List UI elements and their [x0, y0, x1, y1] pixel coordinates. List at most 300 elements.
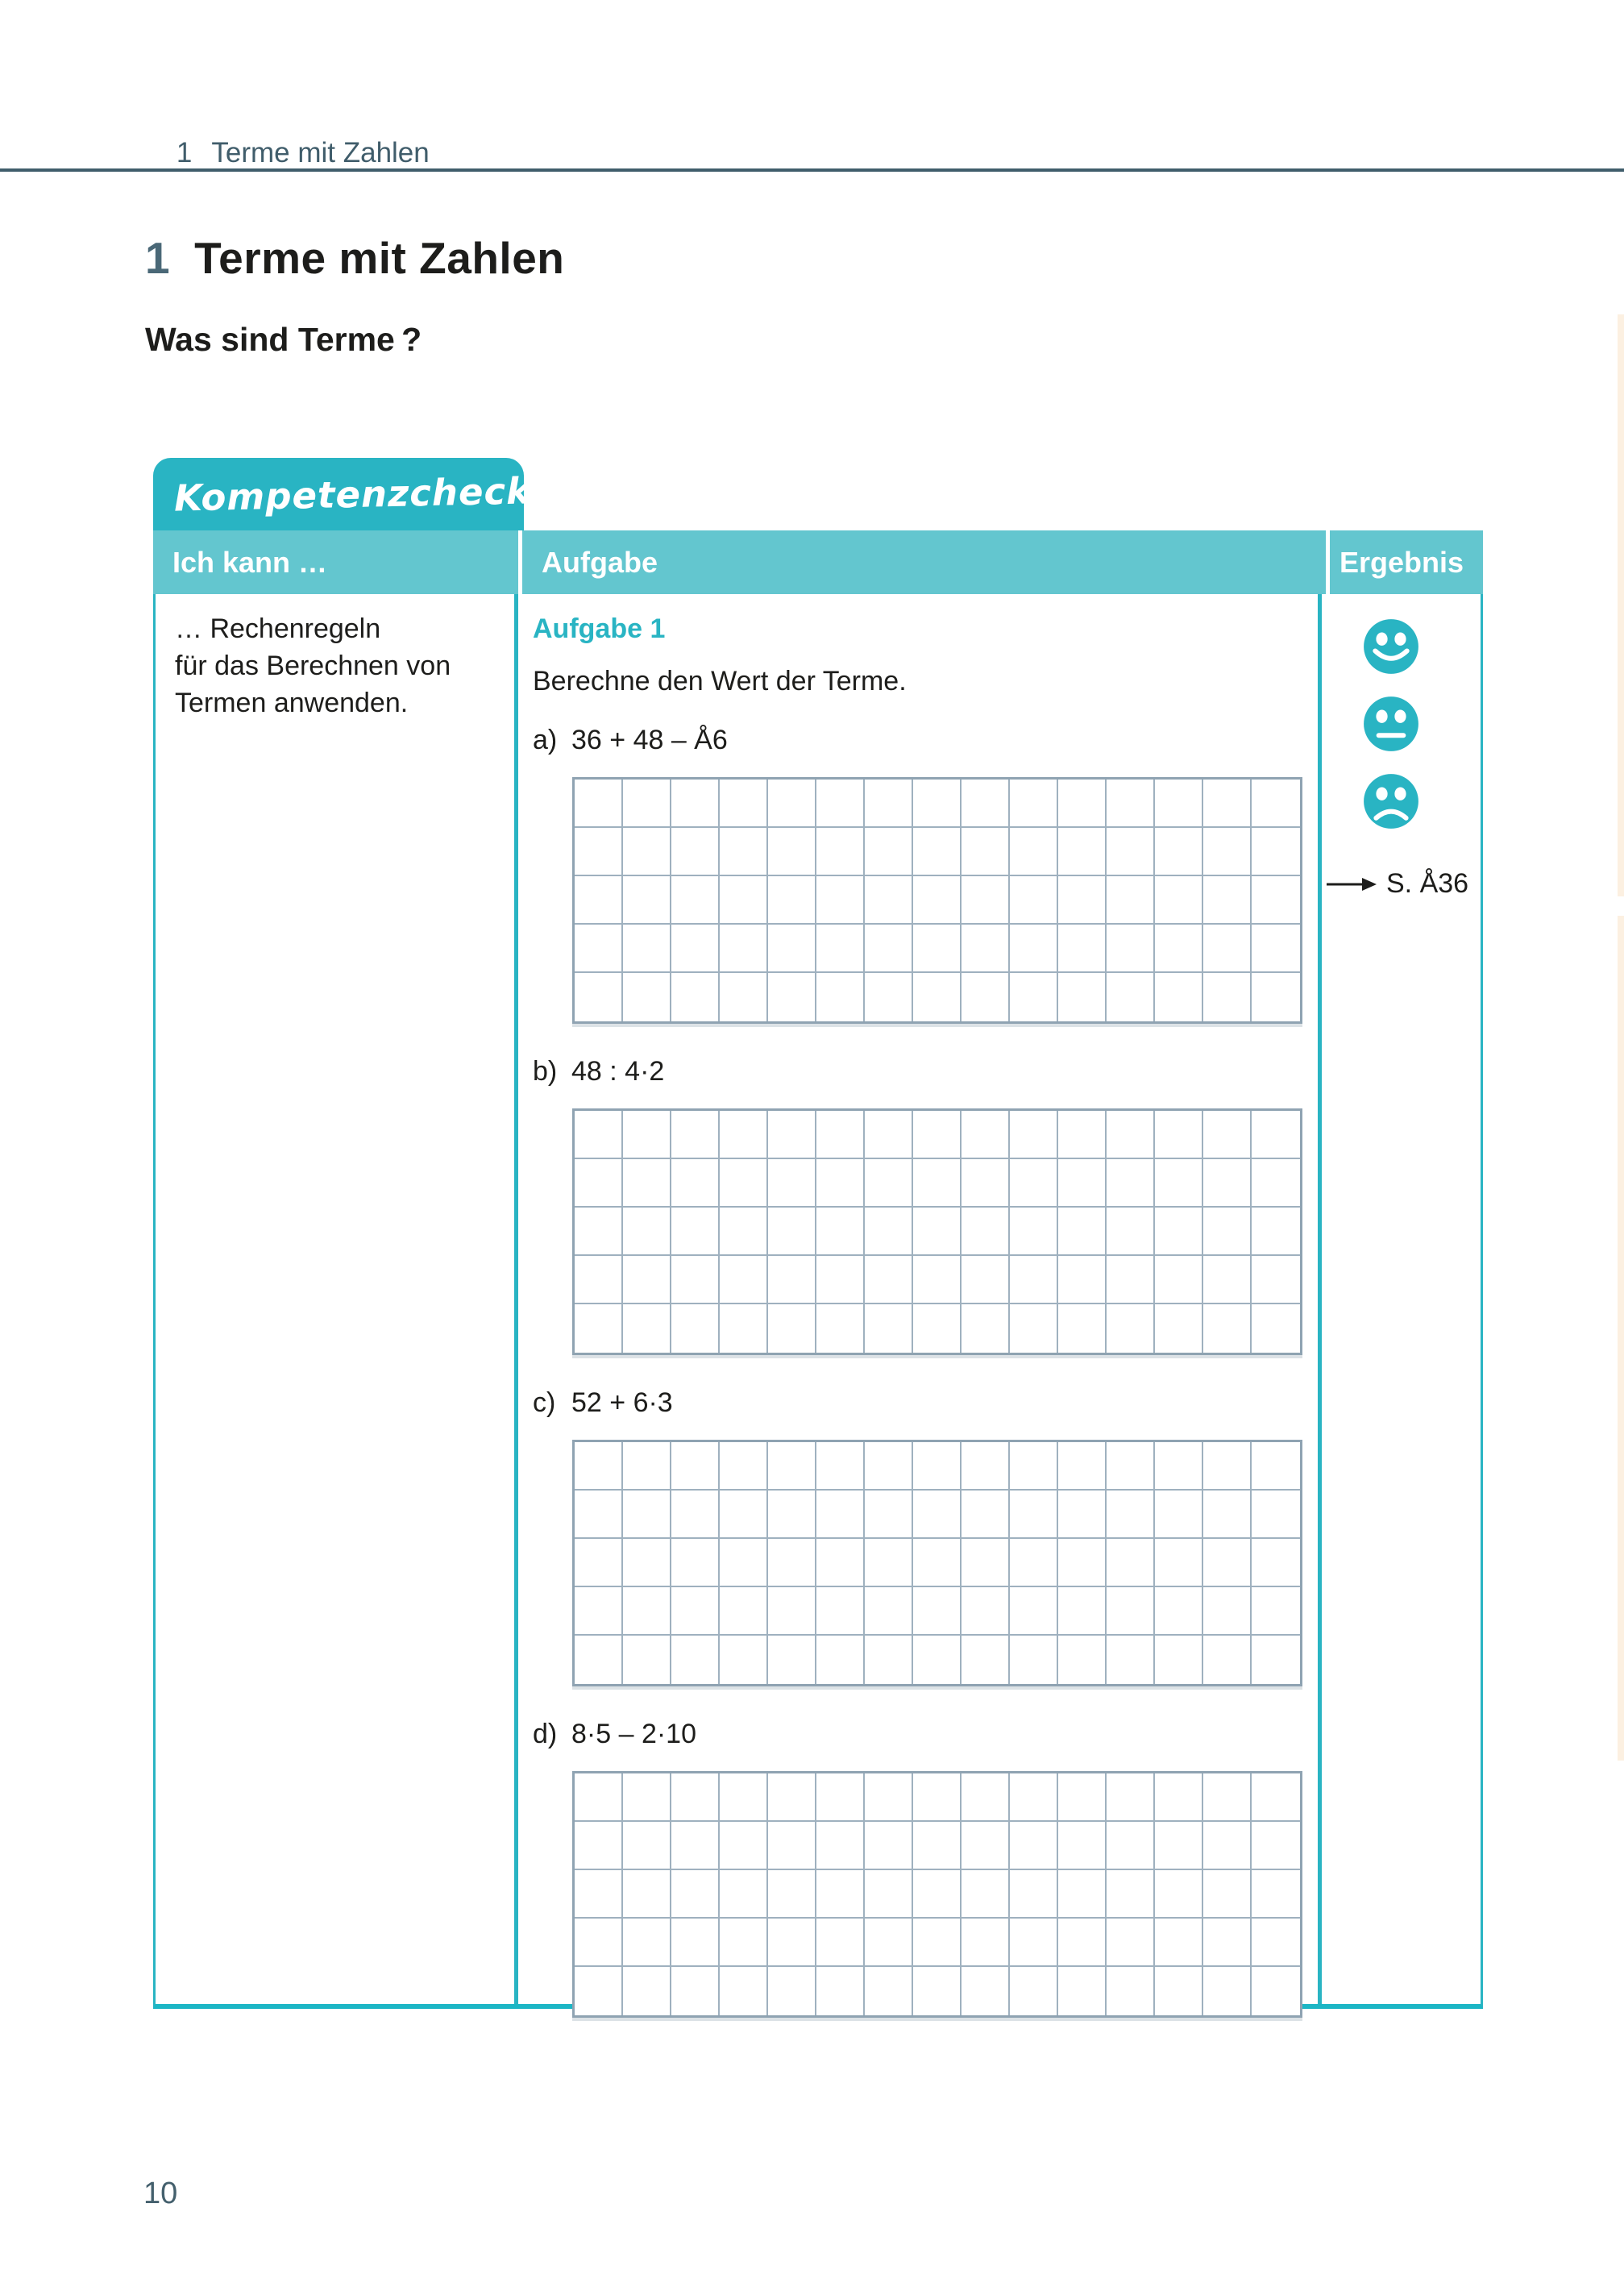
grid-cell [816, 1111, 865, 1159]
grid-cell [913, 1111, 962, 1159]
grid-cell [1252, 1442, 1300, 1491]
grid-cell [1058, 876, 1107, 925]
column-header-aufgabe: Aufgabe [522, 530, 1326, 594]
answer-grid-a[interactable] [572, 777, 1302, 1024]
grid-cell [865, 1870, 913, 1919]
grid-cell [575, 1256, 623, 1304]
grid-cell [962, 876, 1010, 925]
grid-cell [913, 1636, 962, 1684]
grid-cell [1155, 1822, 1203, 1870]
task-expression [533, 1719, 1318, 1750]
grid-cell [865, 973, 913, 1021]
grid-cell [720, 1967, 768, 2015]
grid-cell [1058, 1304, 1107, 1353]
grid-cell [575, 1491, 623, 1539]
kompetenzcheck-tab [153, 458, 532, 530]
smiley-happy-icon[interactable] [1363, 618, 1419, 675]
grid-cell [1252, 876, 1300, 925]
grid-cell [575, 876, 623, 925]
grid-cell [1203, 1773, 1252, 1822]
grid-cell [623, 973, 671, 1021]
grid-cell [913, 1870, 962, 1919]
grid-cell [1058, 1773, 1107, 1822]
grid-cell [1058, 1636, 1107, 1684]
grid-cell [1203, 828, 1252, 876]
grid-cell [720, 1636, 768, 1684]
grid-cell [1107, 1111, 1155, 1159]
grid-cell [671, 780, 720, 828]
grid-cell [816, 1636, 865, 1684]
grid-cell [1203, 925, 1252, 973]
grid-cell [1107, 1822, 1155, 1870]
grid-cell [865, 1159, 913, 1208]
grid-cell [816, 1256, 865, 1304]
solution-reference [1322, 868, 1468, 900]
grid-cell [1203, 1822, 1252, 1870]
grid-cell [671, 1919, 720, 1967]
grid-cell [816, 1208, 865, 1256]
task-item-label: c) [533, 1387, 556, 1418]
running-header-chapter-number: 1 [176, 137, 193, 168]
grid-cell [1155, 1967, 1203, 2015]
task-instruction: Berechne den Wert der Terme. [533, 666, 907, 696]
grid-cell [1203, 1919, 1252, 1967]
grid-cell [623, 1304, 671, 1353]
grid-cell [768, 780, 816, 828]
grid-cell [913, 1539, 962, 1587]
task-item-expression: 36 + 48 – Å6 [571, 725, 728, 755]
grid-cell [913, 1822, 962, 1870]
grid-cell [913, 1773, 962, 1822]
grid-cell [1252, 1208, 1300, 1256]
grid-cell [1252, 1587, 1300, 1636]
grid-cell [865, 1919, 913, 1967]
grid-cell [720, 1208, 768, 1256]
grid-cell [623, 1256, 671, 1304]
grid-cell [865, 925, 913, 973]
grid-cell [865, 1256, 913, 1304]
grid-cell [1107, 1636, 1155, 1684]
grid-cell [671, 1822, 720, 1870]
grid-cell [575, 925, 623, 973]
grid-cell [816, 973, 865, 1021]
task-expression [533, 1056, 1318, 1087]
task-item-expression: 8·5 – 2·10 [571, 1719, 696, 1749]
task-item-c [533, 1387, 1318, 1686]
task-heading: Aufgabe 1 [533, 613, 666, 644]
grid-cell [1203, 1442, 1252, 1491]
solution-reference-text: S. Å36 [1386, 868, 1469, 899]
grid-cell [575, 1111, 623, 1159]
grid-cell [1252, 1636, 1300, 1684]
grid-cell [671, 1539, 720, 1587]
grid-cell [575, 973, 623, 1021]
grid-cell [1155, 1636, 1203, 1684]
grid-cell [962, 1919, 1010, 1967]
grid-cell [623, 1870, 671, 1919]
grid-cell [575, 1636, 623, 1684]
grid-cell [768, 925, 816, 973]
grid-cell [1058, 1870, 1107, 1919]
grid-cell [1252, 1967, 1300, 2015]
grid-cell [575, 1773, 623, 1822]
grid-cell [816, 1159, 865, 1208]
grid-cell [1107, 1539, 1155, 1587]
grid-cell [1155, 1111, 1203, 1159]
grid-cell [1155, 1159, 1203, 1208]
grid-cell [1155, 1539, 1203, 1587]
grid-cell [768, 876, 816, 925]
grid-cell [623, 1159, 671, 1208]
grid-cell [720, 1539, 768, 1587]
grid-cell [865, 1304, 913, 1353]
grid-cell [623, 1111, 671, 1159]
grid-cell [816, 1967, 865, 2015]
grid-cell [1203, 1539, 1252, 1587]
grid-cell [1203, 1208, 1252, 1256]
page-number: 10 [143, 2177, 178, 2210]
grid-cell [575, 1967, 623, 2015]
task-item-label: a) [533, 725, 558, 755]
grid-cell [1107, 1159, 1155, 1208]
grid-cell [865, 1491, 913, 1539]
task-item-expression: 48 : 4·2 [571, 1056, 665, 1087]
grid-cell [1155, 780, 1203, 828]
grid-cell [1058, 1208, 1107, 1256]
grid-cell [1010, 1208, 1058, 1256]
grid-cell [623, 1539, 671, 1587]
grid-cell [671, 1208, 720, 1256]
grid-cell [768, 1636, 816, 1684]
grid-cell [575, 1822, 623, 1870]
grid-cell [575, 1208, 623, 1256]
grid-cell [1155, 1919, 1203, 1967]
grid-cell [1203, 1304, 1252, 1353]
page-edge-tab-marker [1618, 314, 1624, 896]
grid-cell [671, 876, 720, 925]
grid-cell [671, 1636, 720, 1684]
grid-cell [768, 828, 816, 876]
running-header-chapter-title: Terme mit Zahlen [211, 137, 430, 168]
grid-cell [720, 1919, 768, 1967]
grid-cell [768, 1587, 816, 1636]
smiley-neutral-icon[interactable] [1363, 696, 1419, 752]
grid-cell [1252, 1256, 1300, 1304]
grid-cell [768, 1491, 816, 1539]
grid-cell [671, 925, 720, 973]
grid-cell [816, 1442, 865, 1491]
grid-cell [1107, 1773, 1155, 1822]
grid-cell [623, 1208, 671, 1256]
grid-cell [623, 876, 671, 925]
grid-cell [1155, 973, 1203, 1021]
grid-cell [1155, 1208, 1203, 1256]
grid-cell [913, 1159, 962, 1208]
grid-cell [623, 925, 671, 973]
grid-cell [1010, 1636, 1058, 1684]
grid-cell [816, 828, 865, 876]
grid-cell [623, 1442, 671, 1491]
grid-cell [962, 1822, 1010, 1870]
kompetenzcheck-tab-label: Kompetenzcheck [173, 468, 532, 520]
section-subtitle: Was sind Terme ? [145, 321, 422, 358]
grid-cell [913, 1919, 962, 1967]
task-cell [518, 594, 1322, 2004]
grid-cell [720, 1442, 768, 1491]
grid-cell [962, 1491, 1010, 1539]
grid-cell [671, 1967, 720, 2015]
task-expression [533, 1387, 1318, 1419]
grid-cell [865, 1539, 913, 1587]
grid-cell [913, 925, 962, 973]
grid-cell [962, 973, 1010, 1021]
grid-cell [1058, 1159, 1107, 1208]
grid-cell [1010, 1919, 1058, 1967]
grid-cell [1252, 1773, 1300, 1822]
column-header-ergebnis: Ergebnis [1330, 530, 1483, 594]
grid-cell [1010, 1587, 1058, 1636]
grid-cell [671, 1870, 720, 1919]
grid-cell [1107, 1304, 1155, 1353]
grid-cell [1252, 780, 1300, 828]
grid-cell [1252, 828, 1300, 876]
grid-cell [720, 1304, 768, 1353]
grid-cell [913, 973, 962, 1021]
grid-cell [865, 1111, 913, 1159]
grid-cell [962, 1208, 1010, 1256]
grid-cell [671, 1159, 720, 1208]
task-item-label: b) [533, 1056, 558, 1087]
grid-cell [768, 1822, 816, 1870]
grid-cell [1107, 1442, 1155, 1491]
grid-cell [623, 1822, 671, 1870]
grid-cell [575, 1587, 623, 1636]
grid-cell [913, 1491, 962, 1539]
grid-cell [623, 1587, 671, 1636]
grid-cell [720, 1870, 768, 1919]
grid-cell [1203, 973, 1252, 1021]
arrow-right-icon [1325, 875, 1378, 894]
grid-cell [1155, 1491, 1203, 1539]
grid-cell [1107, 1919, 1155, 1967]
grid-cell [865, 1822, 913, 1870]
grid-cell [816, 1539, 865, 1587]
grid-cell [768, 1967, 816, 2015]
grid-cell [575, 1442, 623, 1491]
grid-cell [1252, 1491, 1300, 1539]
result-cell [1322, 594, 1472, 2004]
grid-cell [1155, 1870, 1203, 1919]
grid-cell [1058, 1587, 1107, 1636]
grid-cell [816, 1773, 865, 1822]
grid-cell [1107, 1967, 1155, 2015]
grid-cell [575, 1159, 623, 1208]
answer-grid-c[interactable] [572, 1440, 1302, 1686]
grid-cell [1252, 1919, 1300, 1967]
grid-cell [962, 1111, 1010, 1159]
grid-cell [913, 876, 962, 925]
grid-cell [816, 780, 865, 828]
grid-cell [1010, 1773, 1058, 1822]
grid-cell [1203, 780, 1252, 828]
grid-cell [816, 925, 865, 973]
grid-cell [1010, 828, 1058, 876]
grid-cell [1203, 1967, 1252, 2015]
grid-cell [671, 1773, 720, 1822]
grid-cell [1155, 1442, 1203, 1491]
grid-cell [720, 1773, 768, 1822]
grid-cell [865, 1967, 913, 2015]
grid-cell [1203, 1636, 1252, 1684]
grid-cell [623, 828, 671, 876]
grid-cell [671, 1256, 720, 1304]
grid-cell [1155, 876, 1203, 925]
grid-cell [1058, 973, 1107, 1021]
grid-cell [1203, 876, 1252, 925]
grid-cell [671, 1304, 720, 1353]
grid-cell [962, 1870, 1010, 1919]
grid-cell [1203, 1587, 1252, 1636]
grid-cell [623, 1967, 671, 2015]
grid-cell [962, 925, 1010, 973]
grid-cell [816, 1822, 865, 1870]
grid-cell [865, 780, 913, 828]
grid-cell [913, 1967, 962, 2015]
kompetenzcheck-table [153, 530, 1483, 2009]
grid-cell [1107, 973, 1155, 1021]
grid-cell [671, 1491, 720, 1539]
grid-cell [1010, 1304, 1058, 1353]
grid-cell [720, 780, 768, 828]
grid-cell [1155, 1304, 1203, 1353]
grid-cell [962, 1636, 1010, 1684]
grid-cell [1058, 1442, 1107, 1491]
grid-cell [962, 1159, 1010, 1208]
grid-cell [1252, 1304, 1300, 1353]
answer-grid-b[interactable] [572, 1108, 1302, 1355]
grid-cell [1010, 1159, 1058, 1208]
can-statement-line: … Rechenregeln [175, 613, 381, 644]
grid-cell [816, 1919, 865, 1967]
grid-cell [913, 828, 962, 876]
grid-cell [768, 1539, 816, 1587]
grid-cell [962, 1256, 1010, 1304]
task-item-d [533, 1719, 1318, 2018]
grid-cell [1058, 828, 1107, 876]
can-statement-line: Termen anwenden. [175, 688, 409, 718]
grid-cell [962, 1587, 1010, 1636]
grid-cell [1107, 828, 1155, 876]
grid-cell [962, 1442, 1010, 1491]
page-title-number: 1 [145, 233, 171, 283]
grid-cell [1252, 1822, 1300, 1870]
grid-cell [1010, 1870, 1058, 1919]
grid-cell [1107, 1491, 1155, 1539]
grid-cell [575, 1304, 623, 1353]
grid-cell [768, 1304, 816, 1353]
grid-cell [865, 876, 913, 925]
grid-cell [816, 1870, 865, 1919]
grid-cell [575, 1870, 623, 1919]
grid-cell [1058, 925, 1107, 973]
grid-cell [1252, 973, 1300, 1021]
task-expression [533, 725, 1318, 756]
grid-cell [720, 1587, 768, 1636]
grid-cell [1010, 1822, 1058, 1870]
grid-cell [720, 1256, 768, 1304]
grid-cell [1252, 1111, 1300, 1159]
grid-cell [1010, 925, 1058, 973]
page-title [145, 232, 564, 284]
grid-cell [623, 1919, 671, 1967]
grid-cell [1058, 1822, 1107, 1870]
task-item-expression: 52 + 6·3 [571, 1387, 673, 1418]
table-header-row [153, 530, 1483, 594]
grid-cell [816, 1587, 865, 1636]
grid-cell [768, 1111, 816, 1159]
grid-cell [1010, 1491, 1058, 1539]
grid-cell [768, 1159, 816, 1208]
grid-cell [1107, 780, 1155, 828]
grid-cell [816, 1304, 865, 1353]
grid-cell [913, 1587, 962, 1636]
grid-cell [962, 828, 1010, 876]
grid-cell [720, 1111, 768, 1159]
grid-cell [1203, 1111, 1252, 1159]
grid-cell [1107, 925, 1155, 973]
grid-cell [1107, 1870, 1155, 1919]
grid-cell [671, 1442, 720, 1491]
task-item-a [533, 725, 1318, 1024]
grid-cell [768, 973, 816, 1021]
grid-cell [768, 1208, 816, 1256]
grid-cell [1010, 780, 1058, 828]
grid-cell [962, 1539, 1010, 1587]
grid-cell [1010, 973, 1058, 1021]
grid-cell [1155, 828, 1203, 876]
grid-cell [1155, 1773, 1203, 1822]
grid-cell [768, 1870, 816, 1919]
grid-cell [1010, 1442, 1058, 1491]
grid-cell [816, 1491, 865, 1539]
grid-cell [1010, 1967, 1058, 2015]
grid-cell [1107, 1256, 1155, 1304]
grid-cell [1203, 1870, 1252, 1919]
grid-cell [575, 780, 623, 828]
grid-cell [1010, 876, 1058, 925]
smiley-sad-icon[interactable] [1363, 773, 1419, 830]
grid-cell [768, 1256, 816, 1304]
grid-cell [962, 1967, 1010, 2015]
grid-cell [816, 876, 865, 925]
grid-cell [962, 1304, 1010, 1353]
grid-cell [1058, 1919, 1107, 1967]
running-header [145, 105, 430, 202]
grid-cell [1203, 1256, 1252, 1304]
grid-cell [671, 1587, 720, 1636]
grid-cell [913, 1304, 962, 1353]
page-edge-tab-marker [1618, 916, 1624, 1761]
answer-grid-d[interactable] [572, 1771, 1302, 2018]
grid-cell [768, 1919, 816, 1967]
grid-cell [913, 1256, 962, 1304]
grid-cell [720, 925, 768, 973]
grid-cell [1058, 1256, 1107, 1304]
grid-cell [1010, 1111, 1058, 1159]
grid-cell [913, 1208, 962, 1256]
grid-cell [865, 828, 913, 876]
grid-cell [768, 1773, 816, 1822]
